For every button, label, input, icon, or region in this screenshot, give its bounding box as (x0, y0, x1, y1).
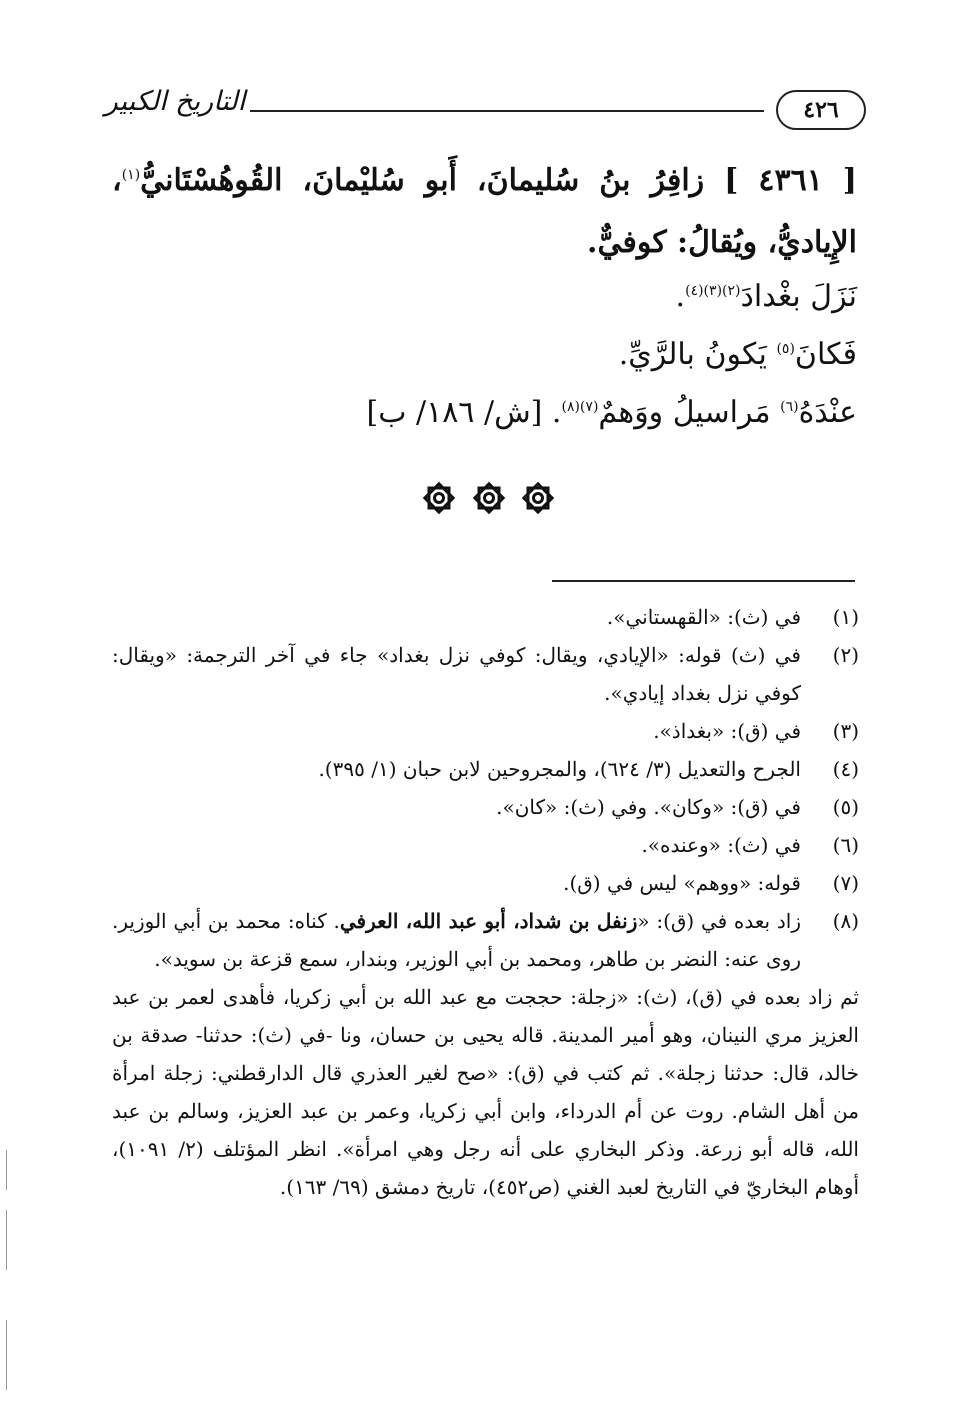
flower-ornament-icon (423, 482, 455, 514)
footnote-item (112, 902, 859, 978)
flower-ornament-icon (522, 482, 554, 514)
footnote-text (112, 909, 801, 971)
footnote-text-part: زاد بعده في (ق): « (637, 909, 801, 933)
scan-edge-mark (6, 1150, 7, 1190)
footnote-separator (552, 580, 855, 582)
entry-line-text: فَكانَ (794, 337, 857, 372)
footnote-number: (٨) (832, 909, 859, 933)
footnote-number: (١) (832, 605, 859, 629)
footnote-bold-name: زنفل بن شداد، أبو عبد الله، العرفي (339, 909, 638, 933)
section-ornament (0, 482, 977, 518)
entry-line-text: نَزَلَ بغْدادَ (740, 279, 857, 314)
scan-edge-mark (6, 1320, 7, 1390)
footnote-item (112, 788, 859, 826)
entry-head-text: [ ٤٣٦١ ] زافِرُ بنُ سُليمانَ، أَبو سُليْمانَ، القُوهُسْتَانيُّ (140, 163, 858, 198)
footnote-number: (٢) (832, 643, 859, 667)
entry-line-end: . [ش/ ١٨٦/ ب] (366, 395, 562, 430)
footnote-item (112, 636, 859, 712)
footnote-number: (٥) (832, 795, 859, 819)
footnote-text: قوله: «ووهم» ليس في (ق). (563, 871, 801, 895)
footnote-number: (٤) (832, 757, 859, 781)
entry-line-end: . (675, 279, 686, 314)
entry-heading (112, 150, 857, 274)
entry-line-marasil (366, 382, 857, 444)
footnote-text: الجرح والتعديل (٣/ ٦٢٤)، والمجروحين لابن حبان (١/ ٣٩٥). (318, 757, 801, 781)
entry-line-baghdad (676, 266, 857, 328)
footnote-number: (٦) (832, 833, 859, 857)
footnote-number: (٧) (832, 871, 859, 895)
footnote-ref: (٧)(٨) (561, 399, 599, 415)
footnote-text-part: . كناه: محمد بن أبي الوزير. روى عنه: النضر بن طاهر، ومحمد بن أبي الوزير، وبندار، سمع قزعة بن سويد». (112, 909, 801, 971)
footnote-item (112, 864, 859, 902)
footnote-item (112, 826, 859, 864)
footnote-item (112, 712, 859, 750)
scan-edge-mark (6, 1210, 7, 1270)
page-header (100, 84, 860, 136)
footnote-ref: (٢)(٣)(٤) (685, 283, 741, 299)
footnote-ref: (٥) (776, 341, 795, 357)
page-number-frame (776, 90, 866, 130)
flower-ornament-icon (473, 482, 505, 514)
footnote-text: في (ث): «وعنده». (641, 833, 801, 857)
entry-line-rayy (619, 324, 857, 386)
header-rule (250, 110, 764, 112)
footnote-number: (٣) (832, 719, 859, 743)
footnote-ref: (٦) (780, 399, 799, 415)
entry-line-end: يَكونُ بالرَّيِّ. (618, 337, 777, 372)
footnote-item (112, 598, 859, 636)
footnotes (112, 598, 859, 1206)
footnote-continuation: ثم زاد بعده في (ق)، (ث): «زجلة: حججت مع عبد الله بن أبي زكريا، فأهدى لعمر بن عبد العزيز مري النينان، وهو أمير المدينة. قاله يحيى بن حسان، ونا -في (ث): حدثنا- صدقة بن خالد، قال: حدثنا زجلة». ثم كتب في (ق): «صح لغير العذري قال الدارقطني: زجلة امرأة من أهل الشام. روت عن أم الدرداء، وابن أبي زكريا، وعمر بن عبد العزيز، وسالم بن عبد الله، قاله أبو زرعة. وذكر البخاري على أنه رجل وهي امرأة». انظر المؤتلف (٢/ ١٠٩١)، أوهام البخاريّ في التاريخ لعبد الغني (ص٤٥٢)، تاريخ دمشق (٦٩/ ١٦٣). (112, 985, 859, 1199)
book-title: التاريخ الكبير (104, 86, 246, 117)
entry-head-tail: ، الإِياديُّ، ويُقالُ: كوفيٌّ. (112, 163, 857, 260)
footnote-ref: (١) (121, 167, 141, 183)
footnote-text: في (ق): «بغداذ». (653, 719, 801, 743)
footnote-text: في (ق): «وكان». وفي (ث): «كان». (496, 795, 801, 819)
footnote-text: في (ث): «القهستاني». (606, 605, 801, 629)
footnote-text: في (ث) قوله: «الإيادي، ويقال: كوفي نزل بغداد» جاء في آخر الترجمة: «ويقال: كوفي نزل بغداد إيادي». (112, 643, 801, 705)
page-number: ٤٢٦ (803, 97, 839, 123)
entry-line-text: عنْدَهُ (798, 395, 857, 430)
entry-line-mid: مَراسيلُ ووَهمٌ (598, 395, 781, 430)
footnote-item (112, 750, 859, 788)
